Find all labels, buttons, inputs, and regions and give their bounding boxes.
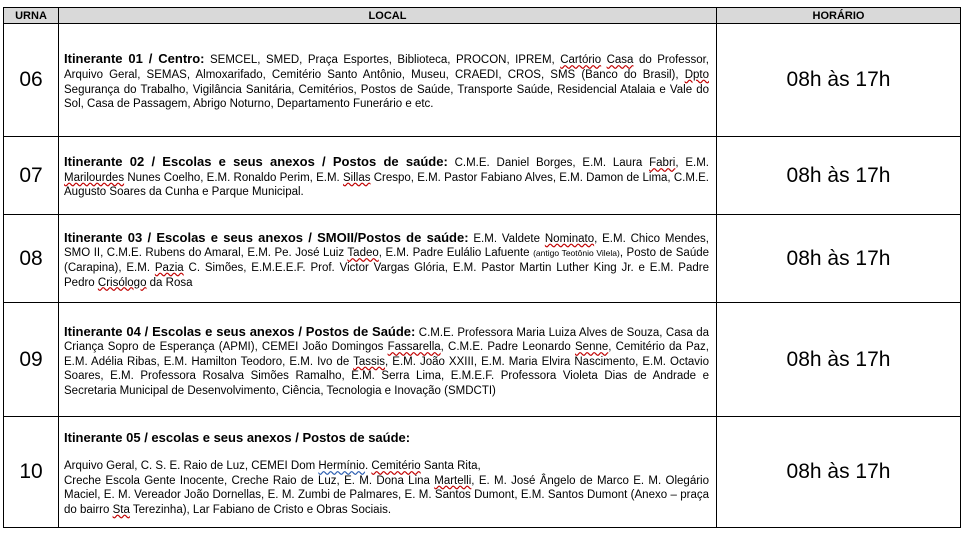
spelling-flag: Sta <box>112 503 130 516</box>
local-line: Arquivo Geral, C. S. E. Raio de Luz, CEMEI Dom Hermínio. Cemitério Santa Rita, <box>64 460 481 473</box>
spelling-flag: Tadeo <box>347 247 379 260</box>
spelling-flag: Fassarella <box>387 341 441 354</box>
spelling-flag: Martelli <box>434 474 472 487</box>
local-cell <box>59 417 717 528</box>
small-note: (antigo Teotônio Vilela) <box>533 248 620 259</box>
urna-number: 07 <box>4 137 59 215</box>
header-horario: HORÁRIO <box>717 8 961 24</box>
spelling-flag: Sillas <box>342 171 371 184</box>
header-local: LOCAL <box>59 8 717 24</box>
horario-value: 08h às 17h <box>717 24 961 137</box>
spelling-flag: Nominato <box>544 232 595 245</box>
local-cell: Itinerante 01 / Centro: SEMCEL, SMED, Praça Esportes, Biblioteca, PROCON, IPREM, Cartório Casa do Professor, Arquivo Geral, SEMAS, Almoxarifado, Cemitério Santo Antônio, Museu, CRAEDI, CROS, SMS (Banco do Brasil), Dpto Segurança do Trabalho, Vigilância Sanitária, Cemitérios, Postos de Saúde, Transporte Saúde, Residencial Atalaia e Vale do Sol, Casa de Passagem, Abrigo Noturno, Departamento Funerário e etc. <box>59 24 717 137</box>
urna-number: 08 <box>4 215 59 303</box>
spelling-flag: Dpto <box>684 68 709 81</box>
schedule-table <box>3 7 961 528</box>
spelling-flag: Hermínio <box>318 460 366 473</box>
urna-number: 06 <box>4 24 59 137</box>
urna-number: 09 <box>4 303 59 417</box>
table-row <box>4 215 961 303</box>
urna-number: 10 <box>4 417 59 528</box>
spelling-flag: Casa <box>606 54 634 67</box>
spelling-flag: Crisólogo <box>97 276 147 289</box>
table-row <box>4 417 961 528</box>
itinerary-title: Itinerante 03 / Escolas e seus anexos / SMOII/Postos de saúde: <box>64 229 469 245</box>
spelling-flag: Marilourdes <box>64 171 125 184</box>
table-row <box>4 303 961 417</box>
local-cell: Itinerante 04 / Escolas e seus anexos / Postos de Saúde: C.M.E. Professora Maria Luiza Alves de Souza, Casa da Criança Sopro de Esperança (APMI), CEMEI João Domingos Fassarella, C.M.E. Padre Leonardo Senne, Cemitério da Paz, E.M. Adélia Ribas, E.M. Hamilton Teodoro, E.M. Ivo de Tassis, E.M. João XXIII, E.M. Maria Elvira Nascimento, E.M. Octavio Soares, E.M. Professora Rosalva Simões Ramalho, E.M. Serra Lima, E.M.E.F. Professora Violeta Dias de Andrade e Secretaria Municipal de Desenvolvimento, Ciência, Tecnologia e Inovação (SMDCTI) <box>59 303 717 417</box>
itinerary-title: Itinerante 02 / Escolas e seus anexos / Postos de saúde: <box>64 154 448 170</box>
spelling-flag: Cartório <box>560 54 602 67</box>
spelling-flag: Tassis <box>353 355 386 368</box>
itinerary-title: Itinerante 04 / Escolas e seus anexos / Postos de Saúde: <box>64 323 416 339</box>
itinerary-title: Itinerante 01 / Centro: <box>64 51 205 67</box>
horario-value: 08h às 17h <box>717 303 961 417</box>
spelling-flag: Senne <box>575 341 609 354</box>
spelling-flag: Pazia <box>154 262 184 274</box>
table-row <box>4 24 961 137</box>
spelling-flag: Fabri <box>649 157 676 170</box>
table-row <box>4 137 961 215</box>
itinerary-title: Itinerante 05 / escolas e seus anexos / Postos de saúde: <box>64 429 411 445</box>
horario-value: 08h às 17h <box>717 137 961 215</box>
header-urna: URNA <box>4 8 59 24</box>
horario-value: 08h às 17h <box>717 417 961 528</box>
local-cell: Itinerante 02 / Escolas e seus anexos / Postos de saúde: C.M.E. Daniel Borges, E.M. Laura Fabri, E.M. Marilourdes Nunes Coelho, E.M. Ronaldo Perim, E.M. Sillas Crespo, E.M. Pastor Fabiano Alves, E.M. Damon de Lima, C.M.E. Augusto Soares da Cunha e Parque Municipal. <box>59 137 717 215</box>
spelling-flag: Cemitério <box>371 460 421 473</box>
local-line: Creche Escola Gente Inocente, Creche Raio de Luz, E. M. Dona Lina Martelli, E. M. José Ângelo de Marco E. M. Olegário Maciel, E. M. Vereador João Dornellas, E. M. Zumbi de Palmares, E. M. Santos Dumont, E.M. Santos Dumont (Anexo – praça do bairro Sta Terezinha), Lar Fabiano de Cristo e Obras Sociais. <box>64 474 709 516</box>
local-cell: Itinerante 03 / Escolas e seus anexos / SMOII/Postos de saúde: E.M. Valdete Nominato, E.M. Chico Mendes, SMO II, C.M.E. Rubens do Amaral, E.M. Pe. José Luiz Tadeo, E.M. Padre Eulálio Lafuente (antigo Teotônio Vilela), Posto de Saúde (Carapina), E.M. Pazia C. Simões, E.M.E.E.F. Prof. Victor Vargas Glória, E.M. Pastor Martin Luther King Jr. e E.M. Padre Pedro Crisólogo da Rosa <box>59 215 717 303</box>
horario-value: 08h às 17h <box>717 215 961 303</box>
